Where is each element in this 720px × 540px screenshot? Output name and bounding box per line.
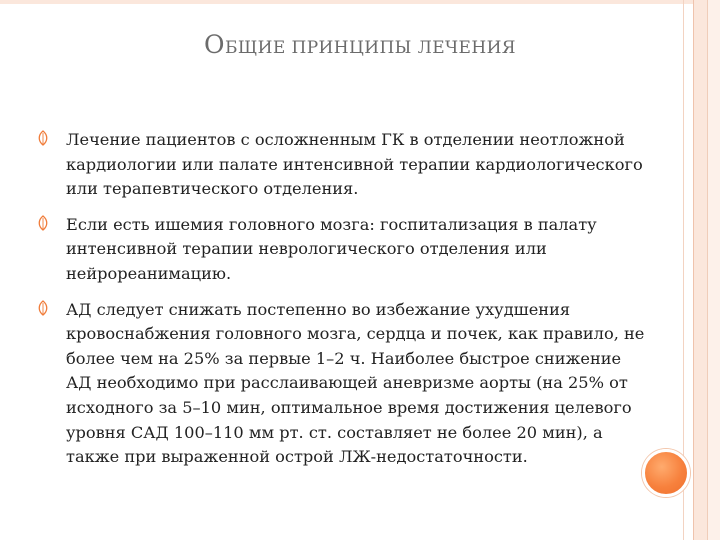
accent-circle-icon <box>642 449 690 497</box>
right-decorative-frame-inner <box>707 0 720 540</box>
leaf-bullet-icon <box>36 215 50 233</box>
bullet-text: Лечение пациентов с осложненным ГК в отделении неотложной кардиологии или палате интенсивной терапии кардиологического или терапевтического отделения. <box>66 130 643 199</box>
slide-title-rest: БЩИЕ ПРИНЦИПЫ ЛЕЧЕНИЯ <box>224 38 516 58</box>
top-decorative-band <box>0 0 720 4</box>
bullet-item <box>36 213 646 287</box>
leaf-bullet-icon <box>36 300 50 318</box>
bullet-text: АД следует снижать постепенно во избежание ухудшения кровоснабжения головного мозга, сердца и почек, как правило, не более чем на 25% за первые 1–2 ч. Наиболее быстрое снижение АД необходимо при расслаивающей аневризме аорты (на 25% от исходного за 5–10 мин, оптимальное время достижения целевого уровня САД 100–110 мм рт. ст. составляет не более 20 мин), а также при выраженной острой ЛЖ-недостаточности. <box>66 299 645 467</box>
bullet-item <box>36 128 646 202</box>
slide-title-lead: О <box>204 30 225 59</box>
slide-title <box>0 30 720 59</box>
bullet-text: Если есть ишемия головного мозга: госпитализация в палату интенсивной терапии неврологического отделения или нейрореанимацию. <box>66 214 597 283</box>
bullet-list <box>36 128 646 481</box>
bullet-item <box>36 298 646 470</box>
leaf-bullet-icon <box>36 130 50 148</box>
